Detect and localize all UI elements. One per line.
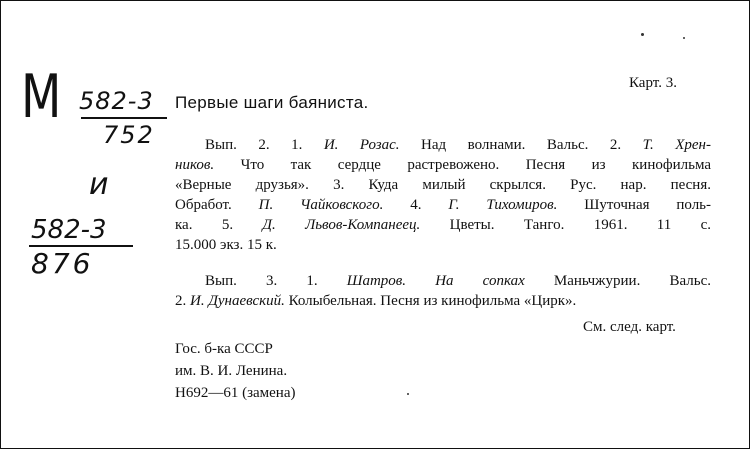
- text-segment: Шуточная поль-: [557, 197, 712, 213]
- text-segment: Вып. 2. 1.: [205, 137, 324, 153]
- text-segment: 2.: [175, 293, 190, 309]
- call-first-bottom: 752: [103, 121, 155, 149]
- text-line: [175, 291, 711, 311]
- call-letter: М: [21, 62, 62, 132]
- italic-segment: Д. Львов-Компанеец.: [262, 217, 421, 233]
- text-line: [175, 195, 711, 215]
- call-second-top: 582-3: [31, 215, 107, 245]
- title: Первые шаги баяниста.: [175, 93, 369, 112]
- card-number: Карт. 3.: [629, 75, 677, 91]
- library-line-2: им. В. И. Ленина.: [175, 363, 288, 379]
- italic-segment: Т. Хрен-: [642, 137, 711, 153]
- text-segment: «Верные друзья». 3. Куда милый скрылся. Рус. нар. песня.: [175, 177, 711, 193]
- italic-segment: На сопках: [435, 273, 525, 289]
- italic-segment: Г. Тихомиров.: [448, 197, 558, 213]
- volume-3-description: [175, 271, 711, 311]
- speck: [683, 37, 685, 39]
- call-second-bottom: 876: [31, 247, 94, 280]
- see-next-card: См. след. карт.: [583, 319, 676, 335]
- text-segment: Что так сердце растревожено. Песня из кинофильма: [214, 157, 711, 173]
- text-segment: Маньчжурии. Вальс.: [524, 273, 711, 289]
- text-segment: Обработ.: [175, 197, 259, 213]
- text-segment: [406, 273, 435, 289]
- text-line: [175, 235, 711, 255]
- italic-segment: Шатров.: [346, 273, 407, 289]
- text-segment: ка. 5.: [175, 217, 263, 233]
- speck: [407, 393, 409, 395]
- italic-segment: И. Дунаевский.: [190, 293, 285, 309]
- text-line: [175, 175, 711, 195]
- call-first-top: 582-3: [79, 87, 154, 115]
- italic-segment: П. Чайковского.: [258, 197, 384, 213]
- text-segment: 15.000 экз. 15 к.: [175, 237, 277, 253]
- text-segment: Над волнами. Вальс. 2.: [399, 137, 643, 153]
- text-segment: 4.: [383, 197, 449, 213]
- library-line-3: Н692—61 (замена): [175, 385, 296, 401]
- call-conj: и: [89, 167, 109, 202]
- text-line: [175, 215, 711, 235]
- text-segment: Цветы. Танго. 1961. 11 с.: [420, 217, 712, 233]
- text-line: [175, 271, 711, 291]
- text-segment: Вып. 3. 1.: [205, 273, 347, 289]
- text-segment: Колыбельная. Песня из кинофильма «Цирк».: [284, 293, 577, 309]
- call-first-rule: [81, 117, 167, 119]
- text-line: [175, 155, 711, 175]
- text-line: [175, 135, 711, 155]
- italic-segment: И. Розас.: [323, 137, 400, 153]
- volume-2-description: [175, 135, 711, 255]
- library-line-1: Гос. б-ка СССР: [175, 341, 273, 357]
- italic-segment: ников.: [175, 157, 215, 173]
- speck: [641, 33, 644, 36]
